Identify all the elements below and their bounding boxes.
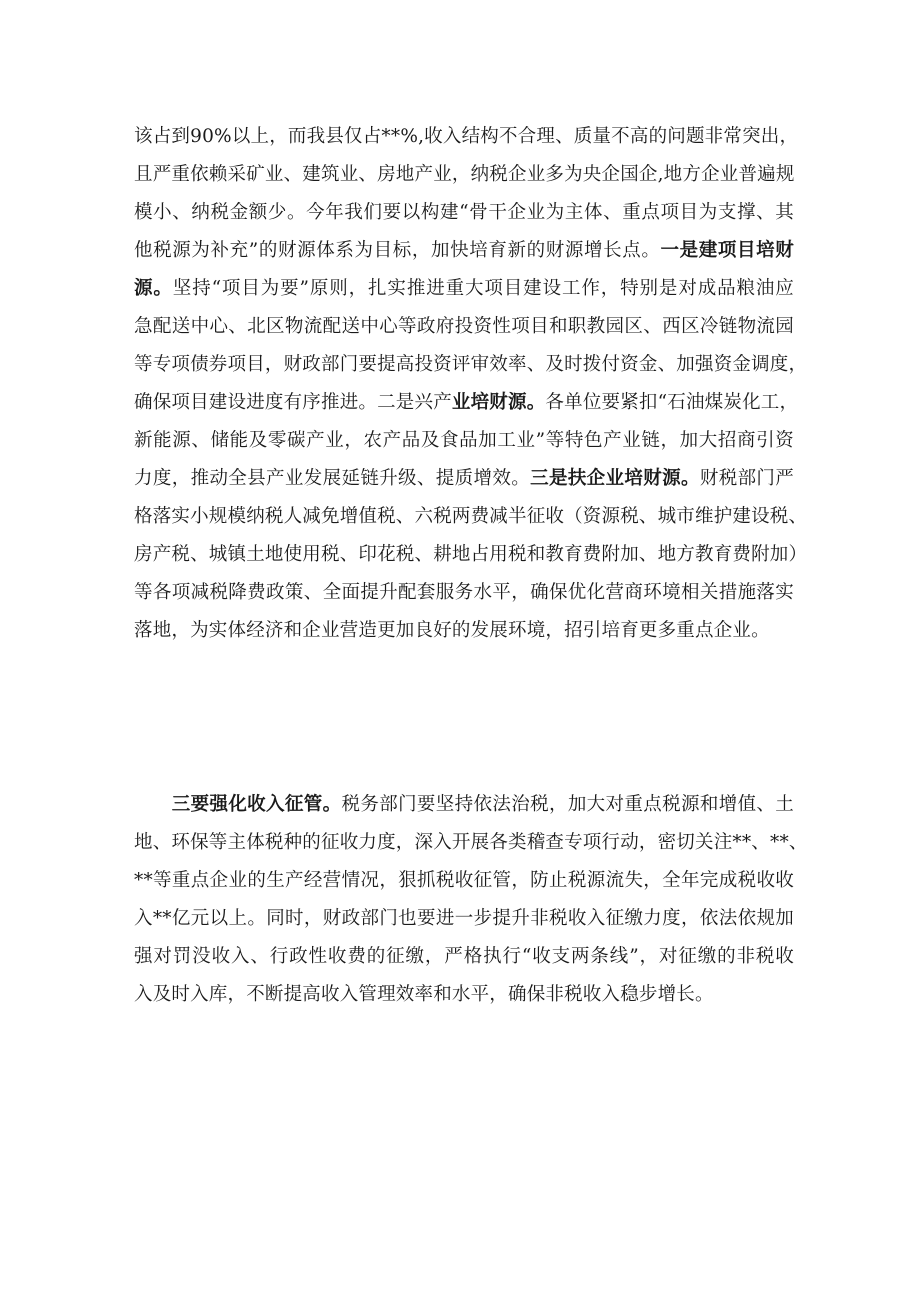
text-line [134,786,794,824]
text-run: 强对罚没收入、行政性收费的征缴，严格执行“收支两条线”，对征缴的非税收 [134,946,794,967]
text-run: 等专项债券项目，财政部门要提高投资评审效率、及时拨付资金、加强资金调度， [134,354,808,375]
text-run: 入及时入库，不断提高收入管理效率和水平，确保非税收入稳步增长。 [134,984,714,1005]
text-run: 财税部门严 [699,468,794,489]
text-run: 入**亿元以上。同时，财政部门也要进一步提升非税收入征缴力度，依法依规加 [134,908,794,929]
bold-heading-run: 三要强化收入征管。 [171,794,342,815]
text-line [134,384,799,422]
paragraph-revenue-collection [134,786,808,1014]
text-line [134,118,799,156]
text-line [134,194,794,232]
text-run: 新能源、储能及零碳产业，农产品及食品加工业”等特色产业链，加大招商引资 [134,430,794,451]
text-run: 力度，推动全县产业发展延链升级、提质增效。 [134,468,531,489]
text-line [134,156,794,194]
text-run [134,794,172,815]
bold-heading-run: 业培财源。 [451,392,546,413]
text-line [134,574,794,612]
text-run: 且严重依赖采矿业、建筑业、房地产业，纳税企业多为央企国企,地方企业普遍规 [134,164,795,185]
text-run: 落地，为实体经济和企业营造更加良好的发展环境，招引培育更多重点企业。 [134,620,770,641]
text-run: 确保项目建设进度有序推进。二是兴产 [134,392,452,413]
text-line [134,938,794,976]
text-run: 急配送中心、北区物流配送中心等政府投资性项目和职教园区、西区冷链物流园 [134,316,794,337]
text-line [134,900,794,938]
text-run: 该占到90%以上，而我县仅占**%,收入结构不合理、质量不高的问题非常突出， [134,126,799,147]
paragraph-revenue-sources [134,118,808,650]
text-line [134,824,808,862]
text-run: 格落实小规模纳税人减免增值税、六税两费减半征收（资源税、城市维护建设税、 [134,506,808,527]
text-run: **等重点企业的生产经营情况，狠抓税收征管，防止税源流失，全年完成税收收 [134,870,794,891]
text-line [134,270,794,308]
text-line [134,612,794,650]
text-line [134,498,808,536]
text-run: 各单位要紧扣“石油煤炭化工， [545,392,799,413]
text-line [134,536,808,574]
text-run: 等各项减税降费政策、全面提升配套服务水平，确保优化营商环境相关措施落实 [134,582,794,603]
text-run: 他税源为补充”的财源体系为目标，加快培育新的财源增长点。 [134,240,661,261]
text-line [134,422,794,460]
text-line [134,346,808,384]
text-run: 地、环保等主体税种的征收力度，深入开展各类稽查专项行动，密切关注**、**、 [134,832,808,853]
text-run: 税务部门要坚持依法治税，加大对重点税源和增值、土 [341,794,794,815]
text-run: 模小、纳税金额少。今年我们要以构建“骨干企业为主体、重点项目为支撑、其 [134,202,794,223]
bold-heading-run: 源。 [134,278,173,299]
text-line [134,460,794,498]
text-line [134,232,794,270]
bold-heading-run: 一是建项目培财 [660,240,794,261]
text-run: 坚持“项目为要”原则，扎实推进重大项目建设工作，特别是对成品粮油应 [172,278,794,299]
text-run: 房产税、城镇土地使用税、印花税、耕地占用税和教育费附加、地方教育费附加） [134,544,808,565]
text-line [134,976,794,1014]
text-line [134,308,794,346]
text-line [134,862,794,900]
bold-heading-run: 三是扶企业培财源。 [530,468,700,489]
